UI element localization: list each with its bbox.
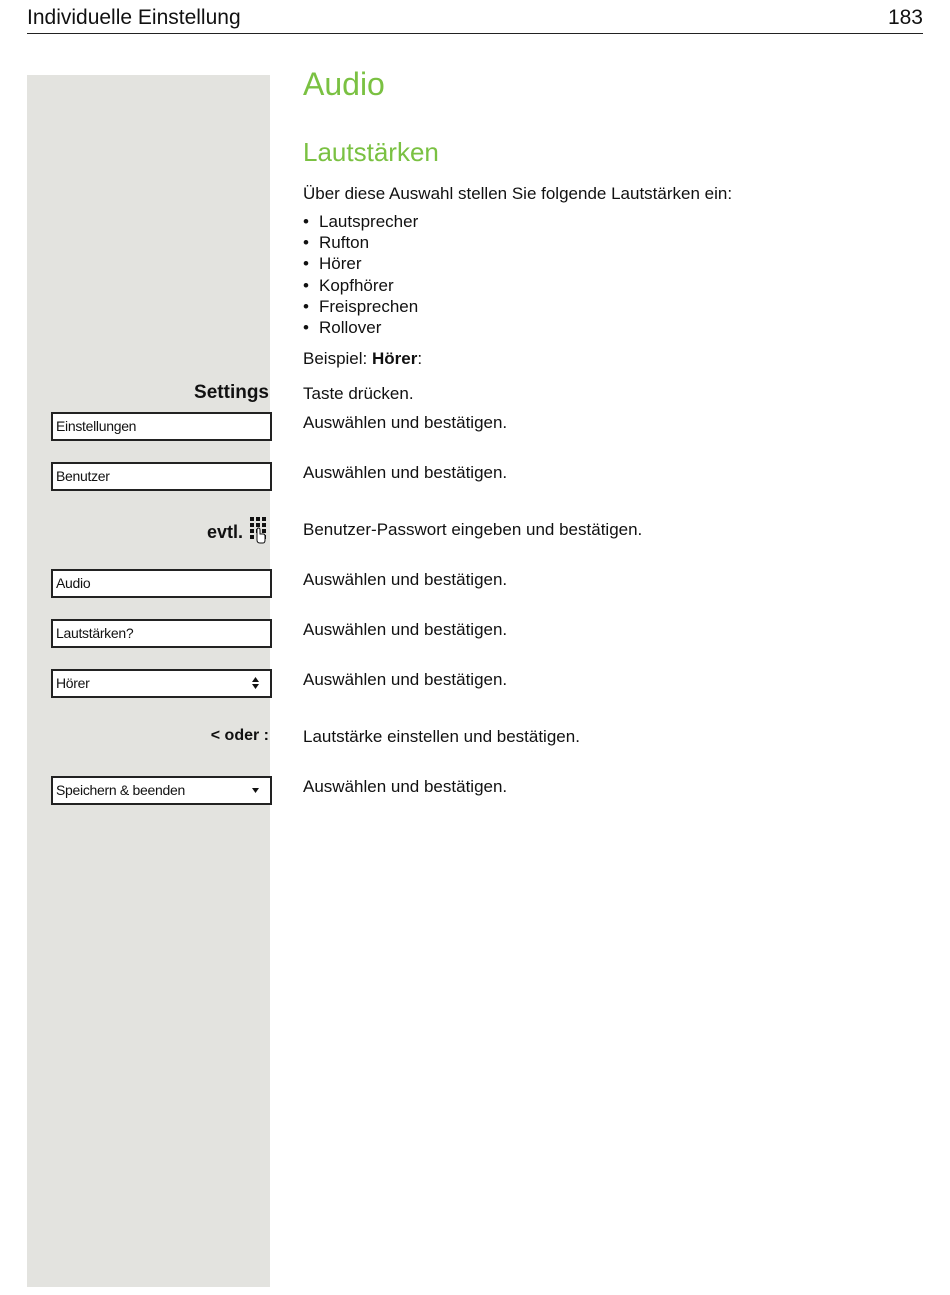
volume-keys-label: < oder : <box>210 727 269 744</box>
subsection-title: Lautstärken <box>303 137 439 167</box>
step-text: Lautstärke einstellen und bestätigen. <box>303 727 580 746</box>
settings-key-label: Settings <box>194 382 269 403</box>
list-item: • Rufton <box>303 232 418 253</box>
keypad-icon <box>249 516 269 549</box>
example-bold: Hörer <box>371 349 418 368</box>
menu-item-label: Lautstärken? <box>56 625 134 641</box>
list-item: • Freisprechen <box>303 296 418 317</box>
example-suffix: : <box>417 349 423 368</box>
up-down-arrow-icon <box>251 671 260 696</box>
evtl-key-label <box>207 516 269 549</box>
down-arrow-icon <box>251 778 260 803</box>
menu-item-benutzer[interactable] <box>51 462 272 491</box>
menu-item-label: Hörer <box>56 675 90 691</box>
list-item: • Rollover <box>303 317 418 338</box>
section-title: Audio <box>303 66 385 102</box>
menu-item-audio[interactable] <box>51 569 272 598</box>
menu-item-speichern-beenden[interactable] <box>51 776 272 805</box>
menu-item-einstellungen[interactable] <box>51 412 272 441</box>
step-text: Auswählen und bestätigen. <box>303 670 508 689</box>
menu-item-label: Audio <box>56 575 91 591</box>
menu-item-hoerer[interactable] <box>51 669 272 698</box>
step-text: Auswählen und bestätigen. <box>303 620 508 639</box>
list-item: • Lautsprecher <box>303 211 418 232</box>
menu-item-lautstaerken[interactable] <box>51 619 272 648</box>
volume-list <box>303 211 418 338</box>
evtl-label: evtl. <box>206 522 243 542</box>
menu-item-label: Speichern & beenden <box>56 782 185 798</box>
list-item: • Hörer <box>303 253 418 274</box>
list-item: • Kopfhörer <box>303 275 418 296</box>
step-text: Auswählen und bestätigen. <box>303 570 508 589</box>
step-text: Taste drücken. <box>303 384 414 403</box>
menu-item-label: Einstellungen <box>56 418 137 434</box>
step-text: Auswählen und bestätigen. <box>303 413 508 432</box>
example-prefix: Beispiel: <box>303 349 372 368</box>
step-text: Benutzer-Passwort eingeben und bestätigen. <box>303 520 643 539</box>
page-number: 183 <box>887 6 923 29</box>
intro-text: Über diese Auswahl stellen Sie folgende Lautstärken ein: <box>303 184 733 203</box>
header-title: Individuelle Einstellung <box>27 6 241 29</box>
step-text: Auswählen und bestätigen. <box>303 463 508 482</box>
example-text <box>303 349 422 369</box>
step-text: Auswählen und bestätigen. <box>303 777 508 796</box>
page-header <box>27 6 923 34</box>
menu-item-label: Benutzer <box>56 468 110 484</box>
